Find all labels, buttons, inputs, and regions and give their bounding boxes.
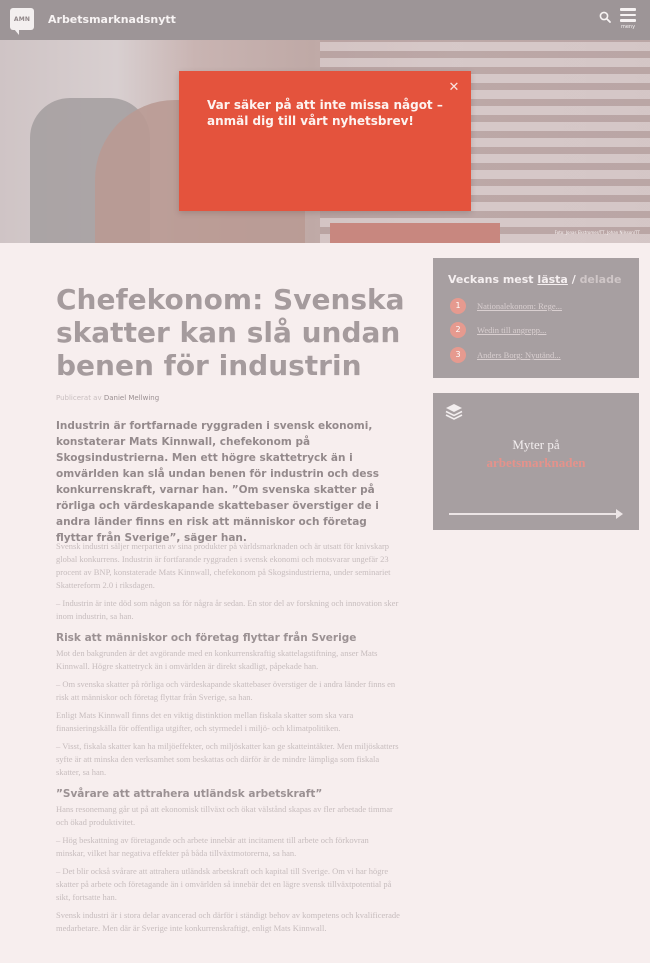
hamburger-icon-bar	[620, 14, 636, 17]
myter-title-line1: Myter på	[512, 437, 560, 452]
most-read-link[interactable]: Anders Borg: Nyutänd...	[477, 350, 561, 360]
most-read-prefix: Veckans mest	[448, 273, 534, 286]
author-link[interactable]: Daniel Mellwing	[103, 394, 160, 402]
rank-badge: 2	[450, 322, 466, 338]
rank-badge: 3	[450, 347, 466, 363]
amn-logo[interactable]: AMN	[10, 8, 34, 30]
most-read-link[interactable]: Wedin till angrepp...	[477, 325, 547, 335]
hamburger-icon-bar	[620, 19, 636, 22]
article-paragraph: – Hög beskattning av företagande och arbete innebär att incitament till arbete och förkovran minskar, vilket har negativa effekter på båda tillväxtmotorerna, sa han.	[56, 835, 369, 858]
article-paragraph: Mot den bakgrunden är det avgörande med en konkurrenskraftig skattelagstiftning, anser Mats Kinnwall. Högre skattetryck än i omvärlden är direkt skadligt, påpekade han.	[56, 648, 378, 671]
arrow-right-icon[interactable]	[616, 509, 623, 519]
site-name[interactable]: Arbetsmarknadsnytt	[48, 13, 176, 26]
article-paragraph: – Det blir också svårare att attrahera utländsk arbetskraft och kapital till Sverige. Om vi har högre skatter på arbete och företagande än i omvärlden så innebär det en lägre svensk tillväxtpotential på sikt, fortsatte han.	[56, 866, 392, 902]
arrow-line	[449, 513, 619, 515]
article-paragraph: Hans resonemang går ut på att ekonomisk tillväxt och ökat välstånd skapas av fler arbetade timmar och ökad produktivitet.	[56, 804, 393, 827]
menu-label: meny	[620, 23, 636, 30]
article-paragraph: Svensk industri är i stora delar avancerad och därför i ständigt behov av kompetens och kvalificerade medarbetare. Men där är Sverige inte konkurrenskraftigt, enligt Mats Kinnwall.	[56, 910, 400, 933]
most-read-title	[448, 273, 621, 286]
newsletter-popup-text[interactable]: Var säker på att inte missa något – anmäl dig till vårt nyhetsbrev!	[207, 98, 443, 128]
article-headline: Chefekonom: Svenska skatter kan slå undan benen för industrin	[56, 283, 405, 382]
article-paragraph: – Om svenska skatter på rörliga och värdeskapande skattebaser överstiger de i andra länder finns en risk att människor och företag flyttar från Sverige, sa han.	[56, 679, 396, 702]
volvo-banner-photo	[330, 223, 500, 243]
most-read-box	[433, 258, 639, 378]
article-paragraph: – Visst, fiskala skatter kan ha miljöeffekter, och miljöskatter kan ge skatteintäkter. Men miljöskatters syfte är att minska den verksamhet som beskattas och därför är de mindre lämpliga som fiskala skatter, sa han.	[56, 741, 399, 777]
layers-icon	[445, 403, 463, 421]
hamburger-icon	[620, 8, 636, 11]
article-paragraph: – Industrin är inte död som någon sa för några år sedan. En stor del av forskning och innovation sker inom industrin, sa han.	[56, 598, 399, 621]
byline	[56, 394, 159, 402]
article-body	[56, 540, 400, 940]
myter-title-line2: arbetsmarknaden	[486, 455, 586, 470]
tab-separator: /	[571, 273, 576, 286]
rank-badge: 1	[450, 298, 466, 314]
article-paragraph: Svensk industri säljer merparten av sina produkter på världsmarknaden och är utsatt för knivskarp global konkurrens. Industrin är fortfarande ryggraden i svensk ekonomi och motsvarar ungefär 23 procent av BNP, konstaterade Mats Kinnwall, chefekonom på Skogsindustrierna, under seminariet Skattereform 2.0 i riksdagen.	[56, 541, 391, 590]
top-navigation-bar	[0, 0, 650, 40]
article-subheading: Risk att människor och företag flyttar från Sverige	[56, 632, 357, 644]
article-lead: Industrin är fortfarnade ryggraden i svensk ekonomi, konstaterar Mats Kinnwall, chefekonom på Skogsindustrierna. Men ett högre skattetryck än i omvärlden kan slå undan benen för industrin och dess konkurrenskraft, varnar han. ”Om svenska skatter på rörliga och värdeskapande skattebaser överstiger de i andra länder finns en risk att människor och företag flyttar från Sverige”, säger han.	[56, 420, 380, 544]
tab-most-shared[interactable]: delade	[579, 273, 622, 286]
most-read-link[interactable]: Nationalekonom: Rege...	[477, 301, 562, 311]
search-icon[interactable]	[599, 11, 611, 23]
myter-promo-box[interactable]	[433, 393, 639, 530]
article-subheading: ”Svårare att attrahera utländsk arbetskraft”	[56, 788, 323, 800]
article-paragraph: Enligt Mats Kinnwall finns det en viktig distinktion mellan fiskala skatter som ska vara finansieringskälla för offentliga utgifter, och styrmedel i miljö- och klimatpolitiken.	[56, 710, 354, 733]
tab-most-read[interactable]: lästa	[537, 273, 568, 286]
close-icon[interactable]: ✕	[448, 80, 460, 95]
photo-credit: Foto: Jonas Ekstromer/TT, Johan Nilsson/TT	[554, 230, 640, 235]
menu-button[interactable]	[620, 8, 636, 32]
newsletter-popup[interactable]	[179, 71, 471, 211]
byline-prefix: Publicerat av	[56, 394, 102, 402]
